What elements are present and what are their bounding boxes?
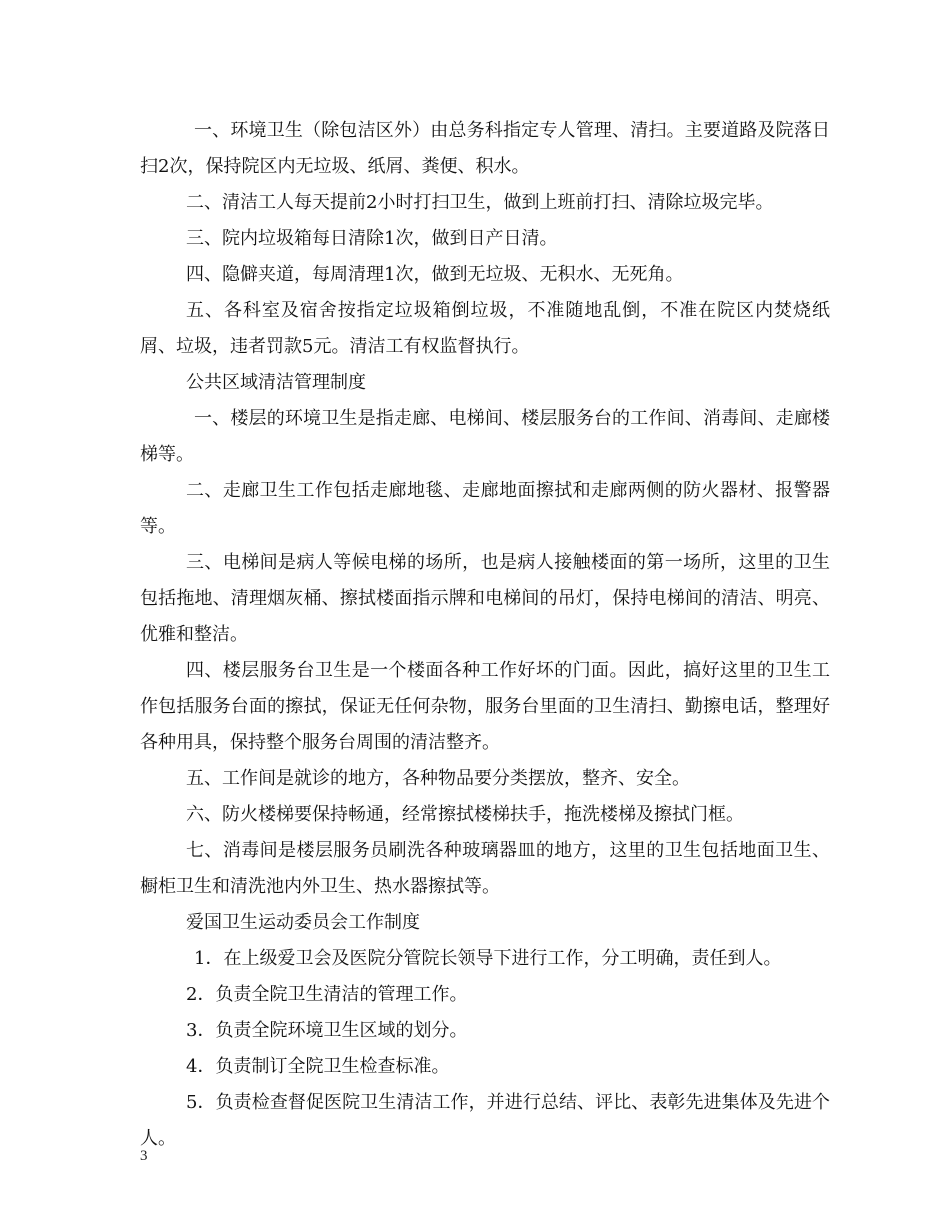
paragraph-1: 一、环境卫生（除包洁区外）由总务科指定专人管理、清扫。主要道路及院落日扫2次，保持院区内无垃圾、纸屑、粪便、积水。 (140, 120, 830, 177)
paragraph-19: 5．负责检查督促医院卫生清洁工作，并进行总结、评比、表彰先进集体及先进个人。 (140, 1092, 830, 1149)
paragraph-15: 1．在上级爱卫会及医院分管院长领导下进行工作，分工明确，责任到人。 (194, 948, 782, 969)
paragraph-13: 七、消毒间是楼层服务员刷洗各种玻璃器皿的地方，这里的卫生包括地面卫生、橱柜卫生和清洗池内外卫生、热水器擦拭等。 (140, 840, 830, 897)
paragraph-16: 2．负责全院卫生清洁的管理工作。 (186, 984, 468, 1005)
paragraph-18: 4．负责制订全院卫生检查标准。 (186, 1056, 450, 1077)
paragraph-5: 五、各科室及宿舍按指定垃圾箱倒垃圾，不准随地乱倒，不准在院区内焚烧纸屑、垃圾，违者罚款5元。清洁工有权监督执行。 (140, 300, 830, 357)
paragraph-2: 二、清洁工人每天提前2小时打扫卫生，做到上班前打扫、清除垃圾完毕。 (186, 192, 774, 213)
paragraph-10: 四、楼层服务台卫生是一个楼面各种工作好坏的门面。因此，搞好这里的卫生工作包括服务台面的擦拭，保证无任何杂物，服务台里面的卫生清扫、勤擦电话，整理好各种用具，保持整个服务台周围的清洁整齐。 (140, 660, 830, 753)
paragraph-12: 六、防火楼梯要保持畅通，经常擦拭楼梯扶手，拖洗楼梯及擦拭门框。 (186, 804, 744, 825)
paragraph-17: 3．负责全院环境卫生区域的划分。 (186, 1020, 468, 1041)
section-heading-patriotic-health: 爱国卫生运动委员会工作制度 (186, 912, 420, 933)
paragraph-4: 四、隐僻夹道，每周清理1次，做到无垃圾、无积水、无死角。 (186, 264, 684, 285)
paragraph-7: 一、楼层的环境卫生是指走廊、电梯间、楼层服务台的工作间、消毒间、走廊楼梯等。 (140, 408, 830, 465)
paragraph-3: 三、院内垃圾箱每日清除1次，做到日产日清。 (186, 228, 558, 249)
document-body (140, 113, 830, 1157)
paragraph-8: 二、走廊卫生工作包括走廊地毯、走廊地面擦拭和走廊两侧的防火器材、报警器等。 (140, 480, 830, 537)
section-heading-public-area: 公共区域清洁管理制度 (186, 372, 366, 393)
paragraph-11: 五、工作间是就诊的地方，各种物品要分类摆放，整齐、安全。 (186, 768, 690, 789)
page-number: 3 (140, 1148, 148, 1164)
paragraph-9: 三、电梯间是病人等候电梯的场所，也是病人接触楼面的第一场所，这里的卫生包括拖地、清理烟灰桶、擦拭楼面指示牌和电梯间的吊灯，保持电梯间的清洁、明亮、优雅和整洁。 (140, 552, 830, 645)
